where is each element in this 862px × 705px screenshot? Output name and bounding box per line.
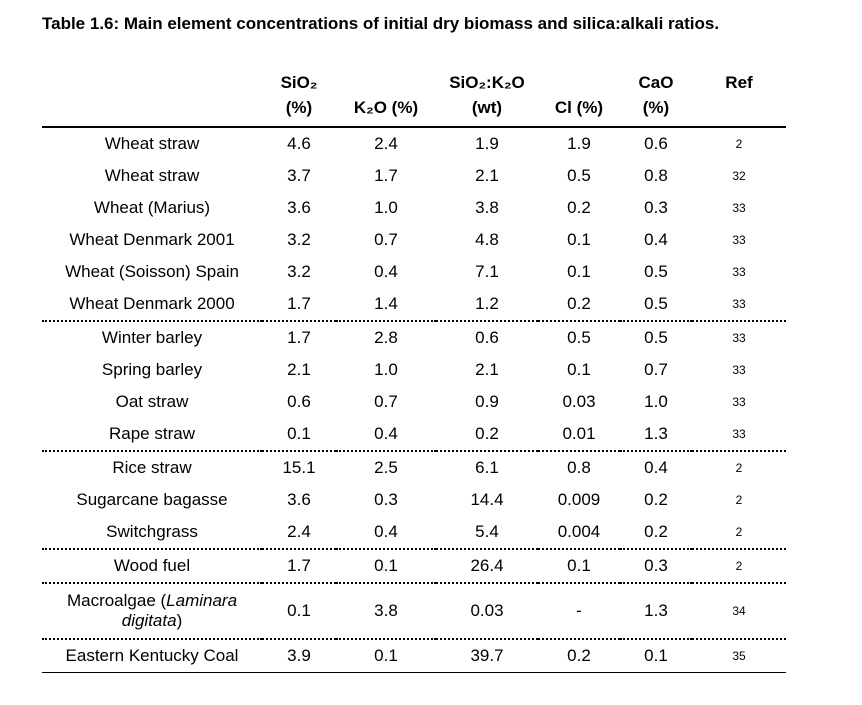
cell-sio2: 2.1 — [287, 360, 311, 379]
cell-cl: 0.1 — [567, 360, 591, 379]
table-row — [42, 321, 786, 354]
cell-ref: 2 — [735, 137, 743, 151]
cell-cao: 0.5 — [644, 328, 668, 347]
cell-sio2: 1.7 — [287, 328, 311, 347]
cell-ref: 33 — [732, 233, 746, 247]
cell-k2o: 0.1 — [336, 549, 436, 583]
table-row — [42, 127, 786, 160]
cell-ratio: 7.1 — [475, 262, 499, 281]
cell-ref: 33 — [732, 331, 746, 345]
cell-name: Wheat (Soisson) Spain — [65, 262, 239, 281]
cell-sio2: 1.7 — [262, 288, 336, 321]
table-row — [42, 386, 786, 418]
header-ratio: SiO₂:K₂O (wt) — [449, 73, 525, 117]
cell-cl: 1.9 — [567, 134, 591, 153]
cell-ratio: 6.1 — [475, 458, 499, 477]
cell-ratio: 0.9 — [475, 392, 499, 411]
table-row — [42, 256, 786, 288]
cell-k2o: 2.4 — [374, 134, 398, 153]
cell-cao: 0.6 — [644, 134, 668, 153]
cell-name: Wheat Denmark 2001 — [69, 230, 235, 249]
cell-k2o: 1.4 — [336, 288, 436, 321]
cell-ratio: 5.4 — [436, 516, 538, 549]
table-row — [42, 418, 786, 451]
cell-k2o: 0.7 — [374, 230, 398, 249]
table-body — [42, 127, 786, 673]
cell-name: Rice straw — [112, 458, 192, 477]
cell-cl: 0.009 — [557, 490, 601, 509]
cell-sio2: 1.7 — [262, 549, 336, 583]
cell-k2o: 0.4 — [374, 262, 398, 281]
cell-cl: 0.2 — [567, 198, 591, 217]
cell-sio2: 0.1 — [262, 583, 336, 639]
cell-name: Wheat (Marius) — [93, 198, 211, 217]
cell-cl: 0.004 — [538, 516, 620, 549]
cell-k2o: 0.4 — [336, 516, 436, 549]
cell-cao: 0.2 — [620, 516, 692, 549]
cell-ref: 33 — [732, 265, 746, 279]
data-table — [42, 70, 786, 673]
table-row — [42, 354, 786, 386]
cell-cl: 0.5 — [567, 166, 591, 185]
cell-cl: 0.03 — [562, 392, 596, 411]
header-sio2: SiO₂ (%) — [280, 73, 318, 117]
cell-ratio: 3.8 — [475, 198, 499, 217]
cell-name: Eastern Kentucky Coal — [42, 639, 262, 673]
table-row — [42, 516, 786, 549]
cell-cl: 0.01 — [538, 418, 620, 451]
cell-sio2: 3.7 — [287, 166, 311, 185]
cell-ref: 35 — [692, 639, 786, 673]
table-row — [42, 583, 786, 639]
cell-k2o: 0.3 — [374, 490, 398, 509]
cell-ratio: 4.8 — [475, 230, 499, 249]
header-blank — [42, 70, 262, 127]
cell-cao: 0.2 — [644, 490, 668, 509]
cell-cao: 0.7 — [644, 360, 668, 379]
header-row — [42, 70, 786, 127]
cell-name: Switchgrass — [42, 516, 262, 549]
cell-k2o: 0.1 — [336, 639, 436, 673]
cell-ref: 32 — [732, 169, 746, 183]
cell-cao: 1.3 — [620, 418, 692, 451]
cell-cl: 0.8 — [567, 458, 591, 477]
cell-k2o: 2.5 — [374, 458, 398, 477]
cell-ref: 33 — [692, 418, 786, 451]
cell-ref: 33 — [732, 363, 746, 377]
cell-cao: 0.3 — [620, 549, 692, 583]
cell-ref: 33 — [692, 288, 786, 321]
cell-sio2: 3.2 — [287, 262, 311, 281]
cell-ref: 33 — [732, 395, 746, 409]
table-row — [42, 192, 786, 224]
cell-ref: 2 — [692, 516, 786, 549]
cell-cao: 0.4 — [644, 230, 668, 249]
cell-k2o: 1.7 — [374, 166, 398, 185]
cell-cao: 0.5 — [644, 262, 668, 281]
cell-cao: 1.0 — [644, 392, 668, 411]
cell-sio2: 0.1 — [262, 418, 336, 451]
cell-sio2: 3.2 — [287, 230, 311, 249]
cell-name: Spring barley — [101, 360, 203, 379]
cell-name: Wheat Denmark 2000 — [42, 288, 262, 321]
data-table-container — [42, 70, 786, 673]
cell-name: Wood fuel — [42, 549, 262, 583]
cell-ratio: 1.2 — [436, 288, 538, 321]
cell-name: Macroalgae (Laminara digitata) — [42, 583, 262, 639]
cell-ref: 34 — [692, 583, 786, 639]
cell-cl: 0.2 — [538, 288, 620, 321]
cell-cao: 0.3 — [644, 198, 668, 217]
table-caption: Table 1.6: Main element concentrations of initial dry biomass and silica:alkali ratios. — [42, 14, 720, 33]
cell-ref: 2 — [735, 493, 743, 507]
cell-name: Winter barley — [101, 328, 203, 347]
table-row — [42, 484, 786, 516]
header-cl: Cl (%) — [554, 98, 604, 117]
cell-name: Wheat straw — [104, 166, 200, 185]
cell-sio2: 2.4 — [262, 516, 336, 549]
cell-ratio: 2.1 — [475, 360, 499, 379]
cell-cao: 0.8 — [644, 166, 668, 185]
table-row — [42, 288, 786, 321]
cell-sio2: 3.9 — [262, 639, 336, 673]
header-cao: CaO (%) — [638, 73, 674, 117]
cell-ref: 2 — [735, 461, 743, 475]
cell-cao: 0.1 — [620, 639, 692, 673]
header-ref: Ref — [725, 73, 753, 92]
cell-ref: 33 — [732, 201, 746, 215]
cell-cl: 0.1 — [567, 262, 591, 281]
cell-k2o: 0.7 — [374, 392, 398, 411]
cell-sio2: 3.6 — [287, 198, 311, 217]
cell-ratio: 39.7 — [436, 639, 538, 673]
cell-sio2: 15.1 — [282, 458, 316, 477]
cell-ratio: 2.1 — [475, 166, 499, 185]
table-header — [42, 70, 786, 127]
cell-ratio: 0.6 — [475, 328, 499, 347]
cell-cl: - — [538, 583, 620, 639]
cell-cao: 0.4 — [644, 458, 668, 477]
cell-k2o: 3.8 — [336, 583, 436, 639]
cell-k2o: 0.4 — [336, 418, 436, 451]
cell-ratio: 1.9 — [475, 134, 499, 153]
cell-sio2: 0.6 — [287, 392, 311, 411]
cell-ratio: 0.2 — [436, 418, 538, 451]
table-row — [42, 224, 786, 256]
cell-cl: 0.1 — [538, 549, 620, 583]
cell-cao: 1.3 — [620, 583, 692, 639]
table-row — [42, 639, 786, 673]
cell-sio2: 4.6 — [287, 134, 311, 153]
cell-name: Wheat straw — [104, 134, 200, 153]
cell-ref: 2 — [692, 549, 786, 583]
cell-cl: 0.5 — [567, 328, 591, 347]
cell-ratio: 26.4 — [436, 549, 538, 583]
cell-name: Rape straw — [42, 418, 262, 451]
table-row — [42, 160, 786, 192]
header-k2o: K₂O (%) — [353, 98, 419, 117]
cell-k2o: 2.8 — [374, 328, 398, 347]
cell-ratio: 14.4 — [470, 490, 504, 509]
cell-ratio: 0.03 — [436, 583, 538, 639]
cell-cl: 0.1 — [567, 230, 591, 249]
table-row — [42, 451, 786, 484]
cell-cl: 0.2 — [538, 639, 620, 673]
cell-sio2: 3.6 — [287, 490, 311, 509]
table-row — [42, 549, 786, 583]
cell-k2o: 1.0 — [374, 360, 398, 379]
cell-name: Oat straw — [115, 392, 189, 411]
cell-name: Sugarcane bagasse — [76, 490, 228, 509]
cell-k2o: 1.0 — [374, 198, 398, 217]
cell-cao: 0.5 — [620, 288, 692, 321]
